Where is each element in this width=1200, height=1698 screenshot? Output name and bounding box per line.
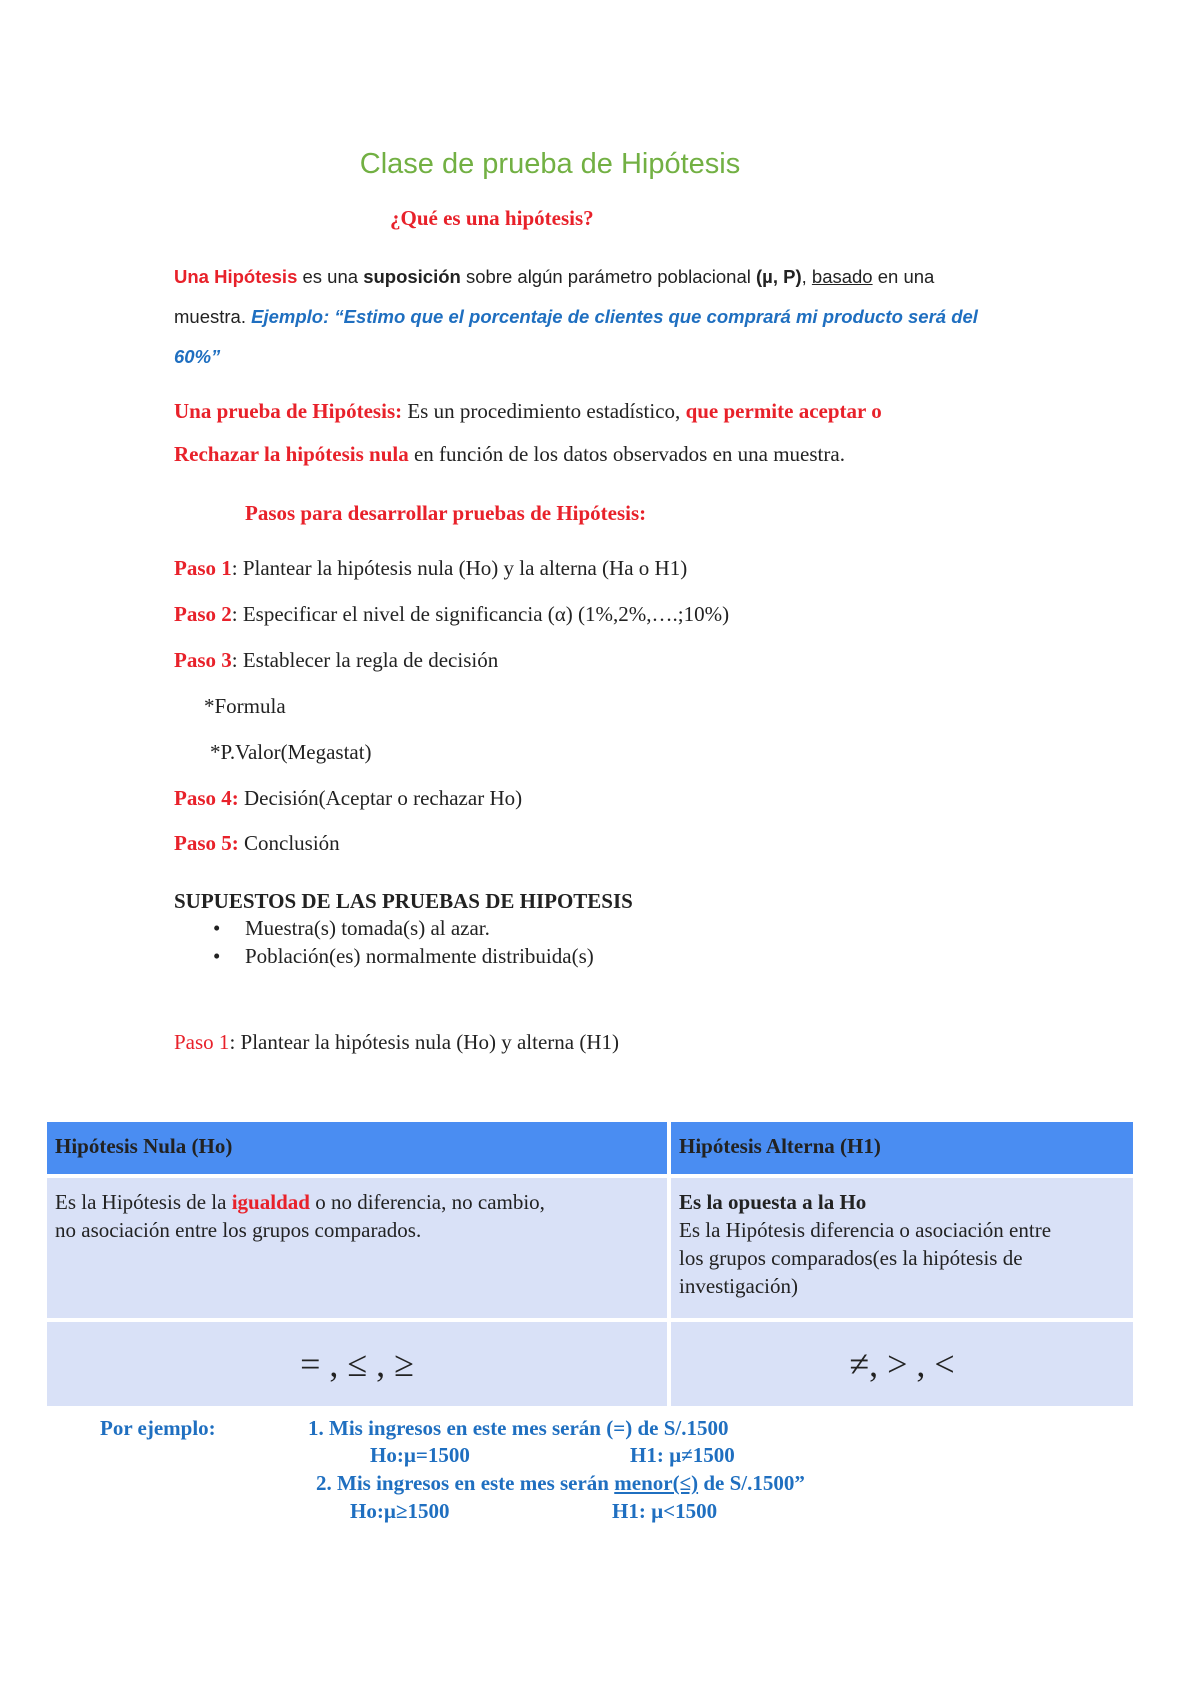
paso-label: Paso 5: [174,831,239,855]
cell-text: investigación) [679,1274,798,1298]
paso-sep: : [231,556,243,580]
bullet-icon: • [213,944,221,968]
ejemplo-h1-1: H1: µ≠1500 [630,1443,735,1467]
ejemplo-h1-2: H1: µ<1500 [612,1499,718,1523]
ejemplo-item-1: 1. Mis ingresos en este mes serán (=) de S/.1500 [308,1416,729,1440]
paso-item [174,648,498,673]
ejemplo-text: 2. Mis ingresos en este mes serán [316,1471,615,1495]
paso-text: Establecer la regla de decisión [242,648,499,672]
ejemplo-text: de S/.1500” [698,1471,805,1495]
bullet-icon: • [213,916,221,940]
symbols-alterna: ≠, > , < [671,1322,1133,1406]
cell-text: no asociación entre los grupos comparados. [55,1218,422,1242]
prueba-term: Una prueba de Hipótesis: [174,399,403,423]
ejemplo-underlined: menor(≤) [614,1471,699,1495]
table-cell-alterna [671,1178,1133,1318]
paso-subitem: *Formula [204,694,286,718]
definition-suposicion: suposición [363,266,461,287]
table-header-nula: Hipótesis Nula (Ho) [47,1122,667,1174]
definition-basado: basado [811,266,873,287]
definition-line-1 [174,266,934,288]
prueba-highlight: que permite aceptar o [685,399,882,423]
paso-label: Paso 2 [174,602,232,626]
definition-text: en una [872,266,935,287]
supuesto-item: Muestra(s) tomada(s) al azar. [245,916,490,940]
paso-text: Decisión(Aceptar o rechazar Ho) [244,786,523,810]
pasos-heading: Pasos para desarrollar pruebas de Hipótesis: [245,501,647,525]
paso-label: Paso 1 [174,556,232,580]
page-title: Clase de prueba de Hipótesis [359,148,741,180]
table-cell-nula [47,1178,667,1318]
paso-item [174,602,729,627]
supuestos-heading: SUPUESTOS DE LAS PRUEBAS DE HIPOTESIS [174,889,633,913]
definition-text: muestra. [174,306,252,327]
prueba-line-2 [174,442,845,467]
paso-text: : Plantear la hipótesis nula (Ho) y alterna (H1) [229,1030,619,1054]
table-header-alterna: Hipótesis Alterna (H1) [671,1122,1133,1174]
paso-label: Paso 1 [174,1030,230,1054]
paso-item [174,786,522,811]
prueba-text: Es un procedimiento estadístico, [402,399,686,423]
cell-text: o no diferencia, no cambio, [309,1190,545,1214]
prueba-line-1 [174,399,882,424]
cell-text: los grupos comparados(es la hipótesis de [679,1246,1023,1270]
ejemplo-ho-1: Ho:µ=1500 [370,1443,470,1467]
definition-text: , [801,266,812,287]
definition-line-2 [174,306,978,328]
prueba-highlight: Rechazar la hipótesis nula [174,442,409,466]
definition-term: Una Hipótesis [174,266,298,287]
paso-label: Paso 3 [174,648,232,672]
cell-text: Es la Hipótesis diferencia o asociación entre [679,1218,1052,1242]
example-text: Ejemplo: “Estimo que el porcentaje de clientes que comprará mi producto será del [251,306,978,327]
definition-text: es una [297,266,364,287]
supuesto-item: Población(es) normalmente distribuida(s) [245,944,594,968]
definition-text: sobre algún parámetro poblacional [460,266,757,287]
paso-item [174,831,340,856]
ejemplo-item-2 [316,1471,805,1496]
paso-text: Plantear la hipótesis nula (Ho) y la alterna (Ha o H1) [242,556,688,580]
paso-label: Paso 4: [174,786,239,810]
paso-item [174,556,687,581]
ejemplo-label: Por ejemplo: [100,1416,216,1440]
cell-text: Es [679,1190,707,1214]
paso1-hipotesis [174,1030,619,1055]
definition-params: (µ, P) [756,266,802,287]
cell-text: Es la Hipótesis de la [55,1190,232,1214]
paso-sep: : [231,648,243,672]
prueba-text: en función de los datos observados en una muestra. [408,442,845,466]
symbols-nula: = , ≤ , ≥ [47,1322,667,1406]
paso-sep: : [231,602,243,626]
paso-subitem: *P.Valor(Megastat) [210,740,372,764]
hypothesis-table [43,1118,1137,1410]
paso-text: Especificar el nivel de significancia (α) (1%,2%,….;10%) [242,602,730,626]
example-text-end: 60%” [174,346,221,367]
cell-highlight: igualdad [231,1190,310,1214]
paso-text: Conclusión [244,831,340,855]
ejemplo-ho-2: Ho:µ≥1500 [350,1499,450,1523]
cell-highlight: la opuesta a la Ho [706,1190,867,1214]
section-question: ¿Qué es una hipótesis? [390,206,594,230]
